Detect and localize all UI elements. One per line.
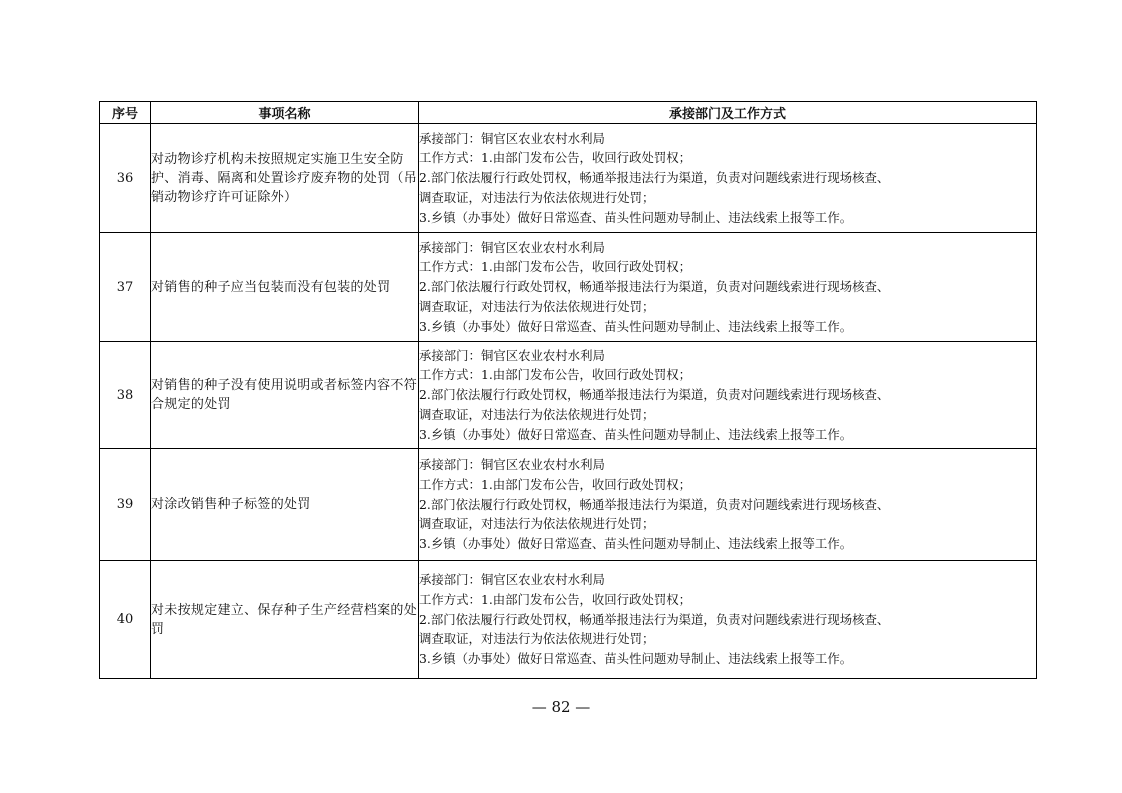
row-work-method xyxy=(419,124,1037,233)
method-line: 调查取证，对违法行为依法依规进行处罚； xyxy=(419,631,655,647)
method-line: 2.部门依法履行行政处罚权，畅通举报违法行为渠道，负责对问题线索进行现场核查、 xyxy=(419,496,890,512)
method-line: 2.部门依法履行行政处罚权，畅通举报违法行为渠道，负责对问题线索进行现场核查、 xyxy=(419,611,890,627)
row-number: 36 xyxy=(100,124,151,233)
row-item-name: 对销售的种子应当包装而没有包装的处罚 xyxy=(151,233,419,342)
row-item-name: 对销售的种子没有使用说明或者标签内容不符合规定的处罚 xyxy=(151,342,419,449)
department-line: 承接部门：铜官区农业农村水利局 xyxy=(419,239,605,255)
method-line: 调查取证，对违法行为依法依规进行处罚； xyxy=(419,189,655,205)
table-row xyxy=(100,233,1037,342)
department-line: 承接部门：铜官区农业农村水利局 xyxy=(419,347,605,363)
header-serial-number: 序号 xyxy=(100,102,151,124)
row-number: 37 xyxy=(100,233,151,342)
table-header-row xyxy=(100,102,1037,124)
header-item-name: 事项名称 xyxy=(151,102,419,124)
table-row xyxy=(100,449,1037,561)
row-work-method xyxy=(419,342,1037,449)
method-line: 工作方式：1.由部门发布公告，收回行政处罚权； xyxy=(419,476,692,492)
row-item-name: 对动物诊疗机构未按照规定实施卫生安全防护、消毒、隔离和处置诊疗废弃物的处罚（吊销动物诊疗许可证除外） xyxy=(151,124,419,233)
method-line: 工作方式：1.由部门发布公告，收回行政处罚权； xyxy=(419,367,692,383)
method-line: 工作方式：1.由部门发布公告，收回行政处罚权； xyxy=(419,150,692,166)
method-line: 2.部门依法履行行政处罚权，畅通举报违法行为渠道，负责对问题线索进行现场核查、 xyxy=(419,387,890,403)
row-number: 39 xyxy=(100,449,151,561)
header-department-method: 承接部门及工作方式 xyxy=(419,102,1037,124)
department-line: 承接部门：铜官区农业农村水利局 xyxy=(419,572,605,587)
row-number: 38 xyxy=(100,342,151,449)
row-work-method xyxy=(419,233,1037,342)
method-line: 3.乡镇（办事处）做好日常巡查、苗头性问题劝导制止、违法线索上报等工作。 xyxy=(419,536,853,552)
row-item-name: 对涂改销售种子标签的处罚 xyxy=(151,449,419,561)
row-item-name: 对未按规定建立、保存种子生产经营档案的处罚 xyxy=(151,561,419,679)
row-work-method xyxy=(419,449,1037,561)
method-line: 工作方式：1.由部门发布公告，收回行政处罚权； xyxy=(419,259,692,275)
method-line: 3.乡镇（办事处）做好日常巡查、苗头性问题劝导制止、违法线索上报等工作。 xyxy=(419,209,853,225)
method-line: 3.乡镇（办事处）做好日常巡查、苗头性问题劝导制止、违法线索上报等工作。 xyxy=(419,318,853,334)
method-line: 3.乡镇（办事处）做好日常巡查、苗头性问题劝导制止、违法线索上报等工作。 xyxy=(419,426,853,442)
method-line: 2.部门依法履行行政处罚权，畅通举报违法行为渠道，负责对问题线索进行现场核查、 xyxy=(419,279,890,295)
method-line: 调查取证，对违法行为依法依规进行处罚； xyxy=(419,516,655,532)
matters-table xyxy=(99,101,1037,679)
method-line: 调查取证，对违法行为依法依规进行处罚； xyxy=(419,406,655,422)
page-number: — 82 — xyxy=(531,698,591,716)
table-row xyxy=(100,561,1037,679)
method-line: 2.部门依法履行行政处罚权，畅通举报违法行为渠道，负责对问题线索进行现场核查、 xyxy=(419,170,890,186)
row-work-method xyxy=(419,561,1037,679)
table-row xyxy=(100,124,1037,233)
method-line: 调查取证，对违法行为依法依规进行处罚； xyxy=(419,298,655,314)
method-line: 3.乡镇（办事处）做好日常巡查、苗头性问题劝导制止、违法线索上报等工作。 xyxy=(419,651,853,667)
department-line: 承接部门：铜官区农业农村水利局 xyxy=(419,130,605,146)
department-line: 承接部门：铜官区农业农村水利局 xyxy=(419,457,605,472)
method-line: 工作方式：1.由部门发布公告，收回行政处罚权； xyxy=(419,591,692,607)
row-number: 40 xyxy=(100,561,151,679)
table-row xyxy=(100,342,1037,449)
